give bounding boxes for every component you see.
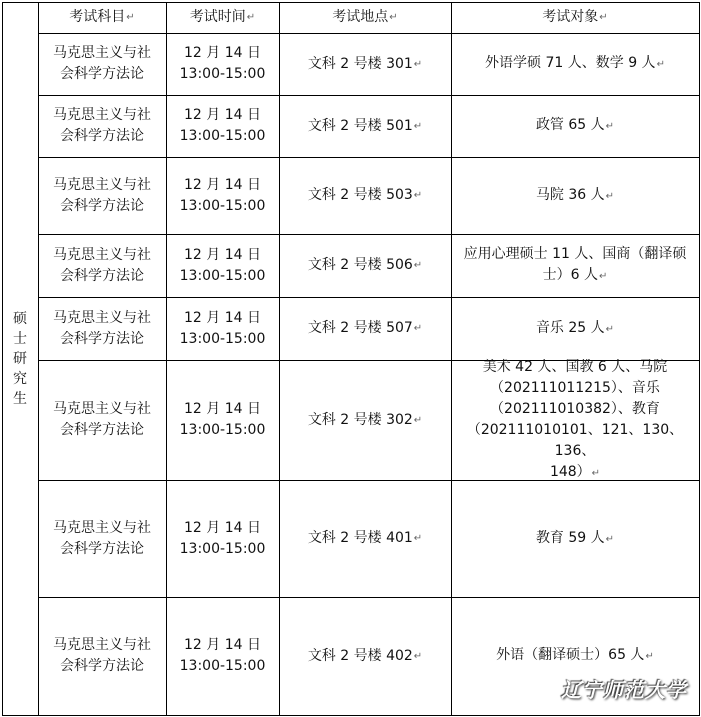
paragraph-mark-icon: ↵ bbox=[246, 12, 256, 23]
paragraph-mark-icon: ↵ bbox=[605, 323, 615, 335]
paragraph-mark-icon: ↵ bbox=[413, 414, 423, 426]
place-text: 文科 2 号楼 503 bbox=[307, 187, 413, 203]
time-text bbox=[180, 105, 266, 147]
place-cell bbox=[279, 597, 451, 715]
target-line: （202111010382）、教育 bbox=[490, 400, 660, 417]
target-line: 政管 65 人↵ bbox=[535, 117, 615, 133]
subject-line: 马克思主义与社 bbox=[53, 45, 151, 61]
category-char: 生 bbox=[13, 390, 27, 407]
time-range-line: 13:00-15:00 bbox=[179, 658, 266, 674]
target-text bbox=[536, 528, 614, 550]
place-text: 文科 2 号楼 401 bbox=[307, 530, 413, 546]
subject-text bbox=[53, 105, 151, 147]
target-text bbox=[536, 115, 614, 137]
subject-cell bbox=[38, 157, 166, 234]
place-text: 文科 2 号楼 506 bbox=[307, 257, 413, 273]
subject-line: 马克思主义与社 bbox=[53, 176, 151, 193]
time-range-line: 13:00-15:00 bbox=[179, 197, 266, 214]
header-cell-place bbox=[279, 2, 451, 33]
target-text bbox=[536, 318, 614, 340]
time-cell bbox=[166, 157, 279, 234]
target-line: （202111010101、121、130、136、 bbox=[466, 421, 684, 459]
paragraph-mark-icon: ↵ bbox=[413, 323, 423, 334]
time-cell bbox=[166, 95, 279, 157]
subject-line: 马克思主义与社 bbox=[53, 246, 151, 263]
date-line: 12 月 14 日 bbox=[184, 107, 261, 123]
subject-line: 马克思主义与社 bbox=[53, 401, 151, 417]
place-text: 文科 2 号楼 501 bbox=[307, 117, 413, 134]
place-text: 文科 2 号楼 507 bbox=[307, 320, 413, 336]
target-line: 148）↵ bbox=[549, 463, 601, 480]
subject-cell bbox=[38, 33, 166, 95]
time-cell bbox=[166, 597, 279, 715]
subject-line: 马克思主义与社 bbox=[53, 107, 151, 123]
subject-cell bbox=[38, 360, 166, 480]
subject-cell bbox=[38, 480, 166, 597]
place-cell bbox=[279, 360, 451, 480]
header-cell-subject bbox=[38, 2, 166, 33]
date-line: 12 月 14 日 bbox=[184, 246, 261, 263]
paragraph-mark-icon: ↵ bbox=[413, 190, 423, 201]
header-label-subject: 考试科目 bbox=[69, 9, 126, 25]
place-cell bbox=[279, 480, 451, 597]
subject-line: 会科学方法论 bbox=[60, 330, 144, 347]
date-line: 12 月 14 日 bbox=[184, 519, 261, 536]
subject-line: 马克思主义与社 bbox=[53, 309, 151, 326]
subject-cell bbox=[38, 597, 166, 715]
university-watermark: 辽宁师范大学 bbox=[561, 678, 687, 702]
time-range-line: 13:00-15:00 bbox=[179, 540, 266, 557]
place-text: 文科 2 号楼 301 bbox=[307, 55, 413, 72]
category-char: 究 bbox=[13, 370, 27, 387]
place-cell bbox=[279, 33, 451, 95]
time-text bbox=[180, 635, 266, 677]
category-char: 研 bbox=[13, 350, 27, 367]
place-text: 文科 2 号楼 302 bbox=[307, 411, 413, 428]
time-range-line: 13:00-15:00 bbox=[179, 66, 266, 82]
subject-text bbox=[53, 175, 151, 217]
subject-line: 会科学方法论 bbox=[60, 66, 144, 82]
place-cell bbox=[279, 234, 451, 297]
table-row-border bbox=[2, 715, 700, 716]
subject-line: 马克思主义与社 bbox=[53, 519, 151, 536]
target-line: 音乐 25 人↵ bbox=[535, 319, 615, 336]
category-label bbox=[13, 309, 27, 409]
target-line: 教育 59 人↵ bbox=[535, 529, 615, 546]
subject-text bbox=[53, 245, 151, 287]
header-label-place: 考试地点 bbox=[332, 9, 389, 25]
time-cell bbox=[166, 33, 279, 95]
paragraph-mark-icon: ↵ bbox=[413, 260, 423, 271]
date-line: 12 月 14 日 bbox=[184, 45, 261, 61]
target-cell bbox=[451, 33, 699, 95]
target-line: 外语学硕 71 人、数学 9 人↵ bbox=[485, 55, 665, 71]
category-char: 士 bbox=[13, 330, 27, 347]
time-range-line: 13:00-15:00 bbox=[179, 422, 266, 438]
subject-text bbox=[53, 43, 151, 85]
target-text bbox=[496, 645, 654, 667]
subject-line: 会科学方法论 bbox=[60, 128, 144, 144]
paragraph-mark-icon: ↵ bbox=[126, 12, 135, 23]
time-range-line: 13:00-15:00 bbox=[179, 267, 266, 284]
place-cell bbox=[279, 95, 451, 157]
subject-cell bbox=[38, 234, 166, 297]
time-text bbox=[180, 245, 266, 287]
subject-line: 马克思主义与社 bbox=[53, 637, 151, 653]
target-line: 美术 42 人、国教 6 人、马院 bbox=[482, 358, 668, 375]
target-cell bbox=[451, 234, 699, 297]
target-text bbox=[485, 53, 665, 75]
time-text bbox=[180, 308, 266, 350]
time-cell bbox=[166, 360, 279, 480]
target-cell bbox=[451, 480, 699, 597]
subject-cell bbox=[38, 95, 166, 157]
subject-line: 会科学方法论 bbox=[60, 658, 144, 674]
time-text bbox=[180, 399, 266, 441]
target-line: 马院 36 人↵ bbox=[535, 186, 615, 203]
paragraph-mark-icon: ↵ bbox=[605, 533, 615, 545]
subject-cell bbox=[38, 297, 166, 360]
date-line: 12 月 14 日 bbox=[184, 637, 261, 653]
table-column-border bbox=[699, 2, 700, 716]
place-cell bbox=[279, 157, 451, 234]
paragraph-mark-icon: ↵ bbox=[599, 12, 608, 23]
paragraph-mark-icon: ↵ bbox=[605, 121, 615, 132]
subject-text bbox=[53, 518, 151, 560]
target-text bbox=[536, 185, 614, 207]
paragraph-mark-icon: ↵ bbox=[413, 650, 423, 662]
target-cell bbox=[451, 297, 699, 360]
time-cell bbox=[166, 234, 279, 297]
target-text bbox=[455, 357, 695, 484]
target-line: （202111011215）、音乐 bbox=[490, 379, 660, 396]
subject-text bbox=[53, 308, 151, 350]
time-cell bbox=[166, 480, 279, 597]
subject-line: 会科学方法论 bbox=[60, 540, 144, 557]
paragraph-mark-icon: ↵ bbox=[413, 533, 423, 544]
target-line: 应用心理硕士 11 人、国商（翻译硕 bbox=[463, 246, 687, 262]
time-text bbox=[180, 518, 266, 560]
target-cell bbox=[451, 157, 699, 234]
paragraph-mark-icon: ↵ bbox=[656, 59, 665, 70]
paragraph-mark-icon: ↵ bbox=[413, 120, 423, 132]
subject-text bbox=[53, 399, 151, 441]
date-line: 12 月 14 日 bbox=[184, 176, 261, 193]
target-cell bbox=[451, 360, 699, 480]
time-text bbox=[180, 43, 266, 85]
time-text bbox=[180, 175, 266, 217]
paragraph-mark-icon: ↵ bbox=[591, 467, 601, 479]
date-line: 12 月 14 日 bbox=[184, 401, 261, 417]
target-cell bbox=[451, 95, 699, 157]
header-label-time: 考试时间 bbox=[189, 9, 246, 25]
category-cell bbox=[2, 2, 38, 715]
subject-line: 会科学方法论 bbox=[60, 422, 144, 438]
category-char: 硕 bbox=[13, 310, 27, 327]
paragraph-mark-icon: ↵ bbox=[605, 190, 615, 202]
place-text: 文科 2 号楼 402 bbox=[307, 647, 413, 664]
place-cell bbox=[279, 297, 451, 360]
date-line: 12 月 14 日 bbox=[184, 309, 261, 326]
time-cell bbox=[166, 297, 279, 360]
header-cell-target bbox=[451, 2, 699, 33]
target-line: 士）6 人↵ bbox=[542, 267, 608, 283]
time-range-line: 13:00-15:00 bbox=[179, 128, 266, 144]
target-line: 外语（翻译硕士）65 人↵ bbox=[496, 647, 654, 663]
paragraph-mark-icon: ↵ bbox=[413, 58, 423, 70]
paragraph-mark-icon: ↵ bbox=[389, 12, 398, 23]
paragraph-mark-icon: ↵ bbox=[598, 271, 608, 282]
time-range-line: 13:00-15:00 bbox=[179, 330, 266, 347]
subject-text bbox=[53, 635, 151, 677]
paragraph-mark-icon: ↵ bbox=[645, 651, 654, 662]
header-label-target: 考试对象 bbox=[542, 9, 599, 25]
header-cell-time bbox=[166, 2, 279, 33]
target-text bbox=[464, 244, 687, 287]
subject-line: 会科学方法论 bbox=[60, 267, 144, 284]
subject-line: 会科学方法论 bbox=[60, 197, 144, 214]
